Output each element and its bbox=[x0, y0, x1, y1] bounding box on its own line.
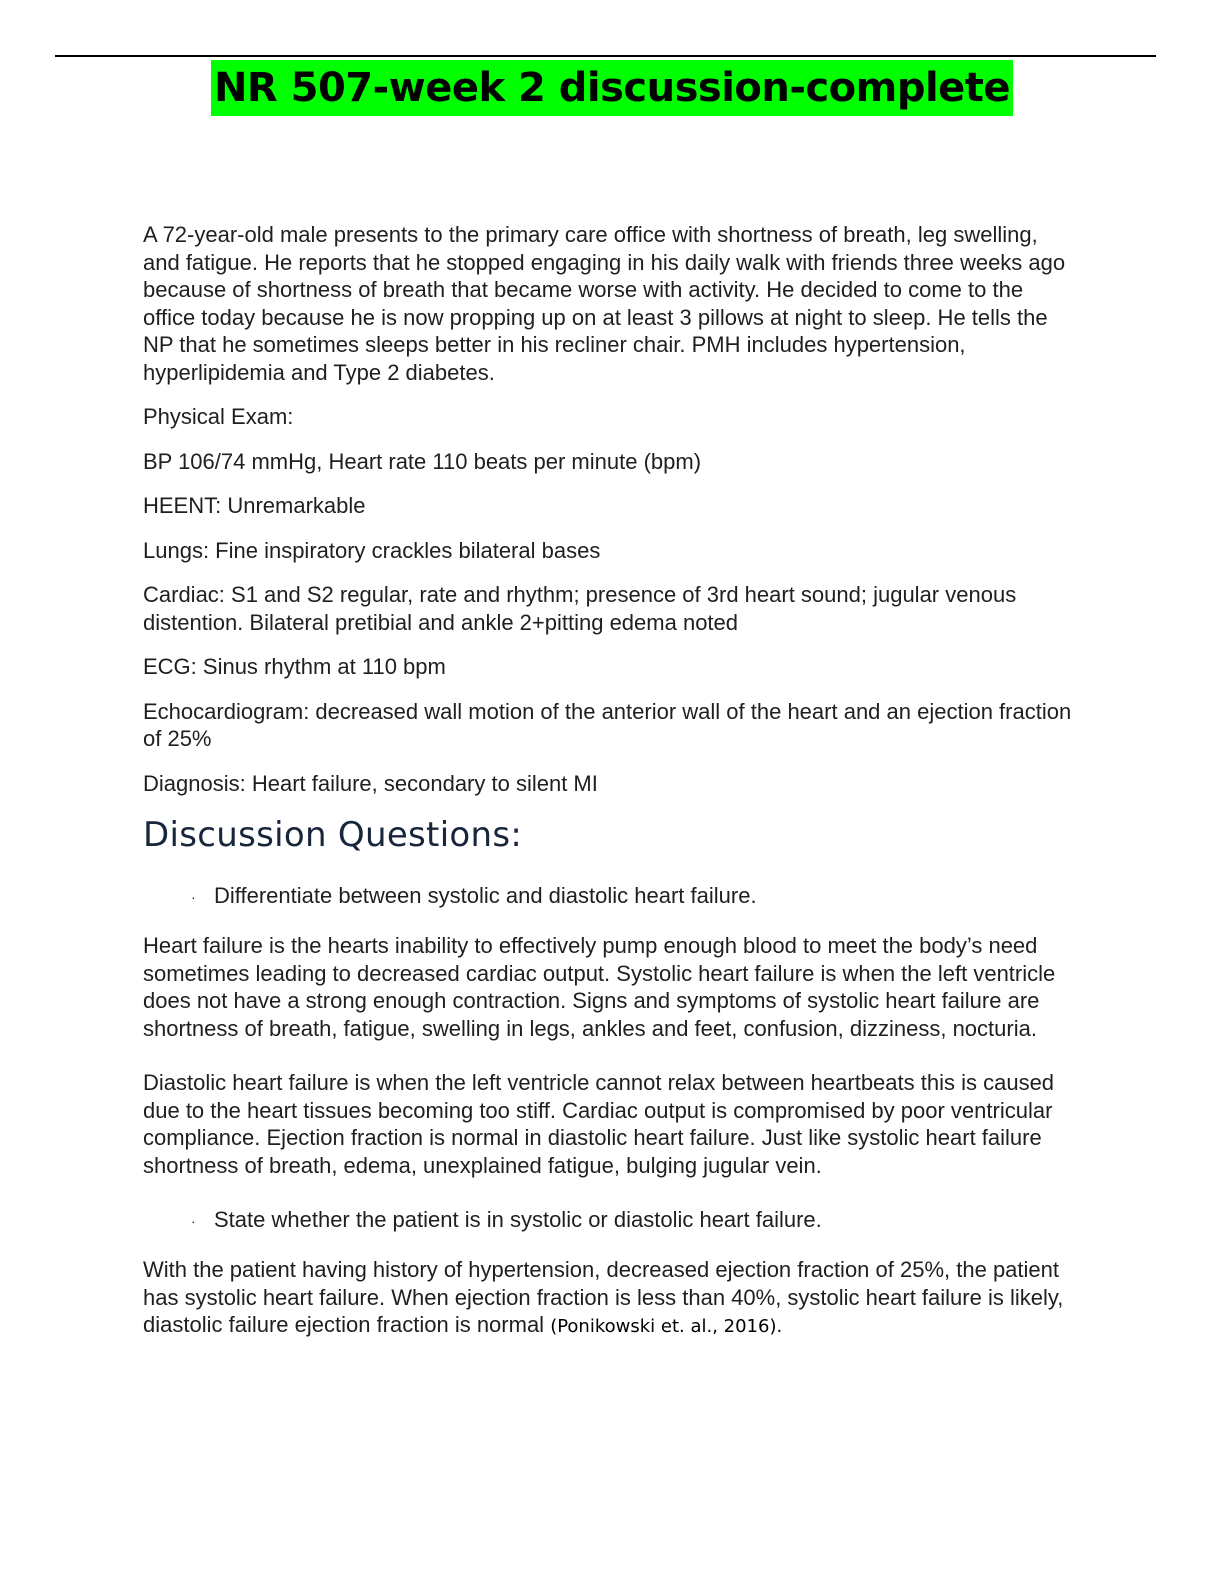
ecg-line: ECG: Sinus rhythm at 110 bpm bbox=[143, 654, 446, 679]
question-1 bbox=[143, 882, 1073, 910]
cardiac-line: Cardiac: S1 and S2 regular, rate and rhythm; presence of 3rd heart sound; jugular venous distention. Bilateral pretibial and ankle 2+pitting edema noted bbox=[143, 582, 1017, 635]
title-container bbox=[0, 60, 1224, 116]
answer-1-diastolic: Diastolic heart failure is when the left ventricle cannot relax between heartbeats this is caused due to the heart tissues becoming too stiff. Cardiac output is compromised by poor ventricular compliance. Ejection fraction is normal in diastolic heart failure. Just like systolic heart failure shortness of breath, edema, unexplained fatigue, bulging jugular vein. bbox=[143, 1070, 1055, 1178]
question-2 bbox=[143, 1206, 1073, 1234]
document-body bbox=[143, 221, 1073, 1358]
bullet-icon: · bbox=[191, 889, 196, 905]
question-1-text: Differentiate between systolic and diastolic heart failure. bbox=[214, 883, 757, 908]
vitals-line: BP 106/74 mmHg, Heart rate 110 beats per minute (bpm) bbox=[143, 448, 702, 474]
answer-1-systolic: Heart failure is the hearts inability to effectively pump enough blood to meet the body’s need sometimes leading to decreased cardiac output. Systolic heart failure is when the left ventricle does not have a strong enough contraction. Signs and symptoms of systolic heart failure are shortness of breath, fatigue, swelling in legs, ankles and feet, confusion, dizziness, nocturia. bbox=[143, 933, 1056, 1041]
answer-2-text: With the patient having history of hypertension, decreased ejection fraction of 25%, the patient has systolic heart failure. When ejection fraction is less than 40%, systolic heart failure is likely, diastolic failure ejection fraction is normal bbox=[143, 1257, 1064, 1337]
discussion-heading: Discussion Questions: bbox=[143, 815, 523, 855]
lungs-line: Lungs: Fine inspiratory crackles bilateral bases bbox=[143, 537, 601, 563]
document-title: NR 507-week 2 discussion-complete bbox=[211, 60, 1013, 116]
top-divider bbox=[55, 55, 1156, 57]
physical-exam-label: Physical Exam: bbox=[143, 404, 294, 429]
diagnosis-line: Diagnosis: Heart failure, secondary to silent MI bbox=[143, 770, 598, 796]
answer-2-citation: (Ponikowski et. al., 2016). bbox=[550, 1316, 783, 1337]
heent-line: HEENT: Unremarkable bbox=[143, 493, 366, 518]
case-description: A 72-year-old male presents to the primary care office with shortness of breath, leg swelling, and fatigue. He reports that he stopped engaging in his daily walk with friends three weeks ago because of shortness of breath that became worse with activity. He decided to come to the office today because he is now propping up on at least 3 pillows at night to sleep. He tells the NP that he sometimes sleeps better in his recliner chair. PMH includes hypertension, hyperlipidemia and Type 2 diabetes. bbox=[143, 222, 1066, 385]
answer-2 bbox=[143, 1256, 1073, 1341]
question-2-text: State whether the patient is in systolic or diastolic heart failure. bbox=[214, 1207, 822, 1232]
echo-line: Echocardiogram: decreased wall motion of the anterior wall of the heart and an ejection fraction of 25% bbox=[143, 698, 1072, 751]
bullet-icon: · bbox=[191, 1213, 196, 1229]
